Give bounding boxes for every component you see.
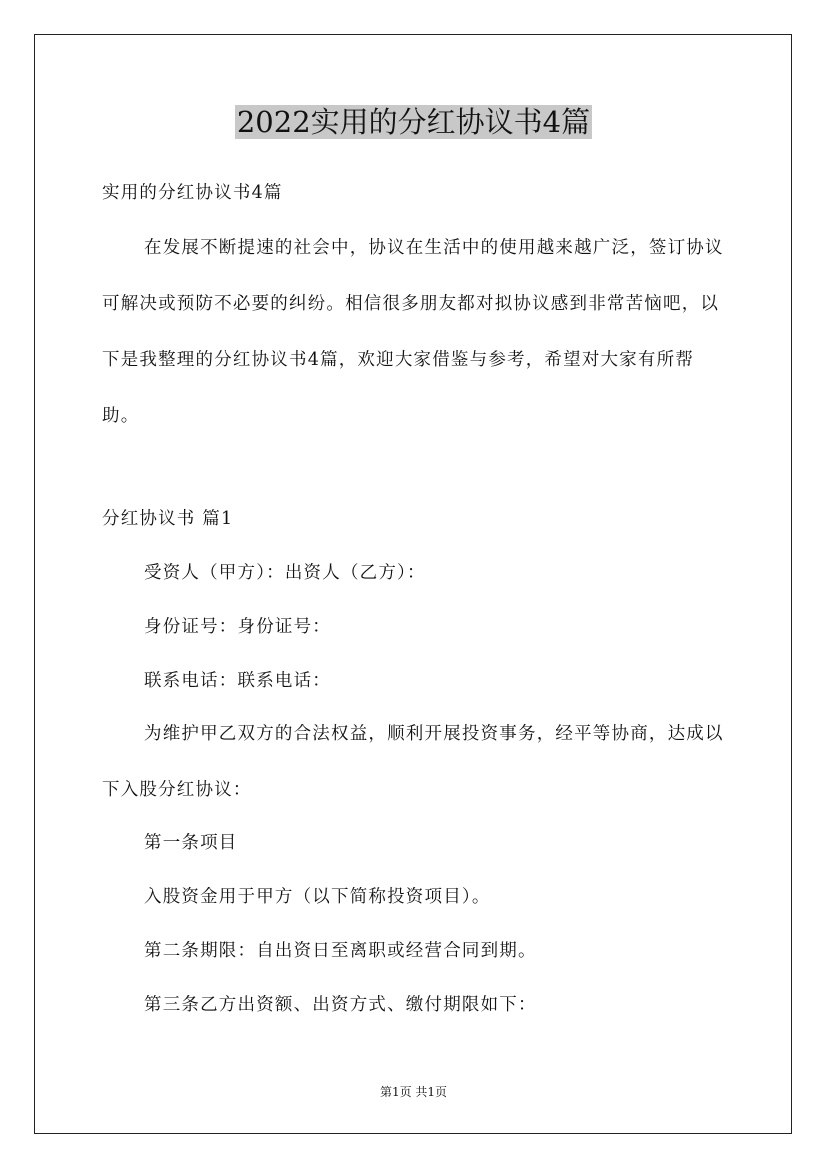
article-1-body: 入股资金用于甲方（以下简称投资项目）。 bbox=[144, 887, 491, 907]
article-2: 第二条期限：自出资日至离职或经营合同到期。 bbox=[144, 941, 537, 961]
purpose-paragraph: 为维护甲乙双方的合法权益，顺利开展投资事务，经平等协商，达成以下入股分红协议： bbox=[102, 724, 724, 800]
document-subtitle: 实用的分红协议书4篇 bbox=[102, 183, 283, 203]
section-heading: 分红协议书 篇1 bbox=[102, 509, 234, 529]
intro-paragraph: 在发展不断提速的社会中，协议在生活中的使用越来越广泛，签订协议可解决或预防不必要的纠纷。相信很多朋友都对拟协议感到非常苦恼吧，以下是我整理的分红协议书4篇，欢迎大家借鉴与参考，希望对大家有所帮助。 bbox=[102, 238, 724, 426]
id-number-line: 身份证号：身份证号： bbox=[144, 617, 331, 637]
article-3: 第三条乙方出资额、出资方式、缴付期限如下： bbox=[144, 995, 537, 1015]
document-title bbox=[0, 100, 827, 144]
party-line: 受资人（甲方）：出资人（乙方）： bbox=[144, 563, 426, 583]
document-title-text: 2022实用的分红协议书4篇 bbox=[236, 105, 591, 139]
article-1-title: 第一条项目 bbox=[144, 833, 238, 853]
phone-line: 联系电话：联系电话： bbox=[144, 671, 331, 691]
page-footer: 第1页 共1页 bbox=[379, 1085, 448, 1099]
